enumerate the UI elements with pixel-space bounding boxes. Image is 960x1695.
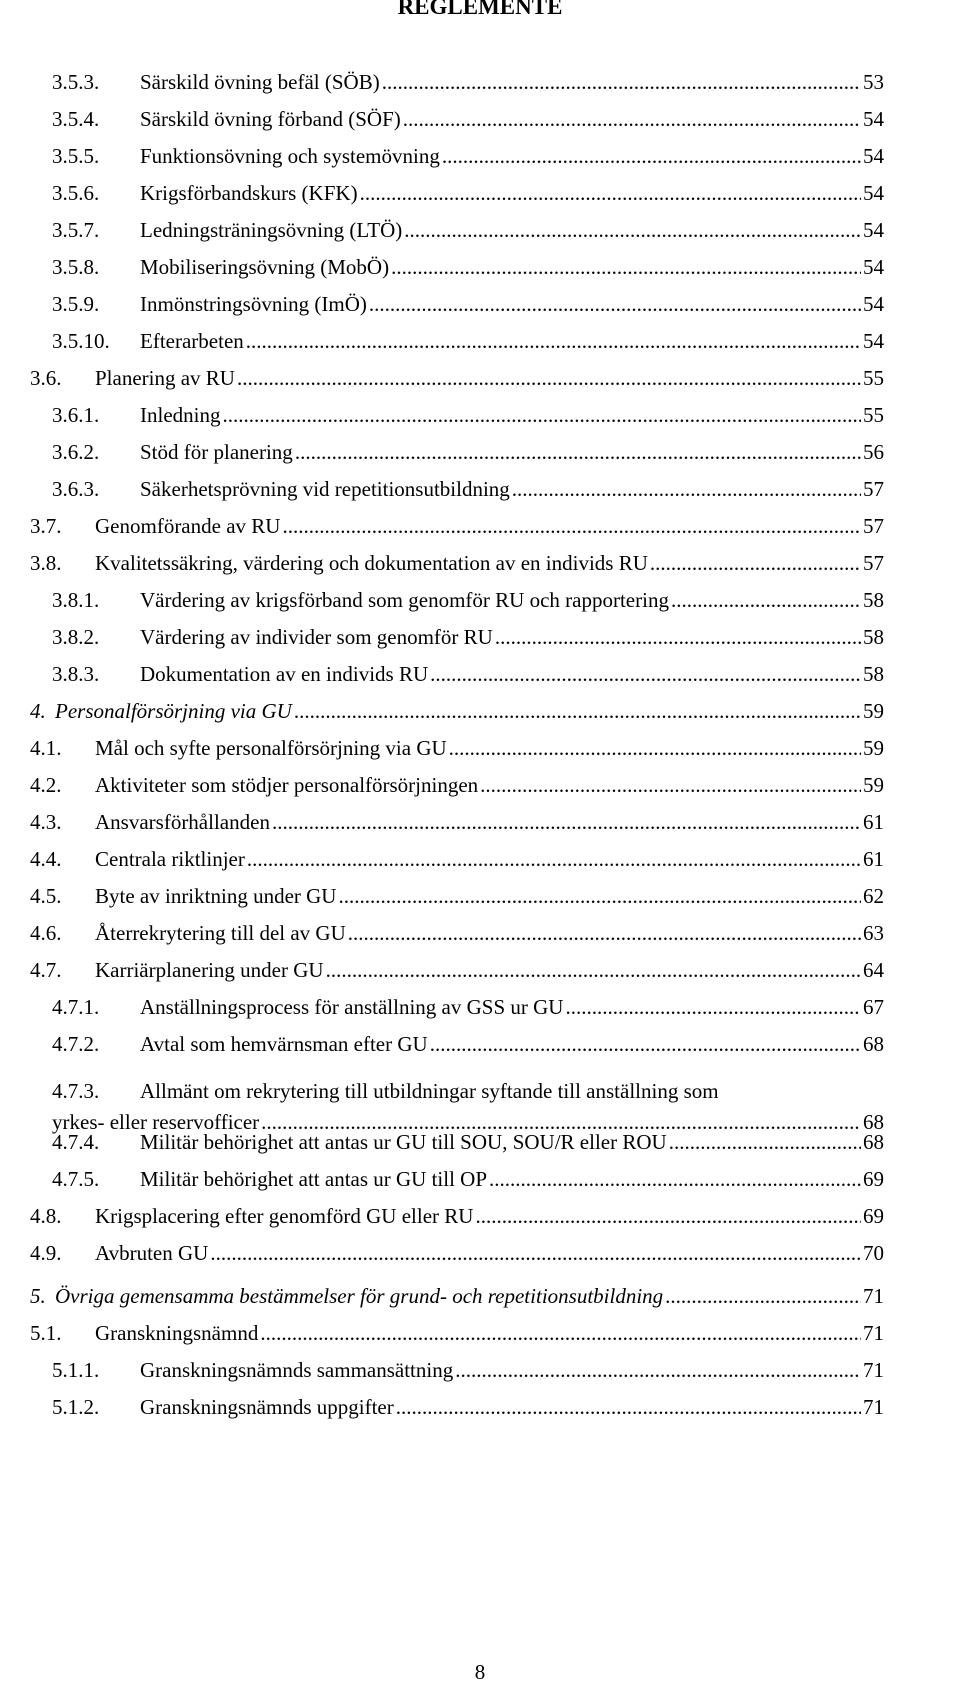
toc-title: Avtal som hemvärnsman efter GU xyxy=(140,1032,428,1056)
dot-leader xyxy=(404,212,861,249)
toc-number: 3.5.8. xyxy=(52,255,100,279)
dot-leader xyxy=(455,1352,861,1389)
toc-number: 3.7. xyxy=(30,514,62,538)
dot-leader xyxy=(671,582,861,619)
dot-leader xyxy=(665,1278,861,1315)
toc-title: Byte av inriktning under GU xyxy=(95,884,337,908)
toc-title: Säkerhetsprövning vid repetitionsutbildning xyxy=(140,477,510,501)
toc-title: Kvalitetssäkring, värdering och dokumentation av en individs RU xyxy=(95,551,648,575)
toc-page-number: 64 xyxy=(863,958,884,982)
toc-title: Militär behörighet att antas ur GU till SOU, SOU/R eller ROU xyxy=(140,1130,667,1154)
toc-number: 4.3. xyxy=(30,810,62,834)
dot-leader xyxy=(348,915,861,952)
toc-title: Avbruten GU xyxy=(95,1241,209,1265)
toc-page-number: 69 xyxy=(863,1167,884,1191)
toc-number: 4.7.2. xyxy=(52,1032,100,1056)
toc-page-number: 54 xyxy=(863,218,884,242)
toc-number: 3.8.3. xyxy=(52,662,100,686)
toc-title: Mål och syfte personalförsörjning via GU xyxy=(95,736,447,760)
dot-leader xyxy=(360,175,861,212)
dot-leader xyxy=(294,693,861,730)
toc-title: Mobiliseringsövning (MobÖ) xyxy=(140,255,390,279)
toc-page-number: 57 xyxy=(863,551,884,575)
toc-page-number: 71 xyxy=(863,1284,884,1308)
toc-page-number: 62 xyxy=(863,884,884,908)
toc-number: 4.2. xyxy=(30,773,62,797)
toc-title: Allmänt om rekrytering till utbildningar syftande till anställning som xyxy=(140,1079,719,1103)
toc-page-number: 68 xyxy=(863,1032,884,1056)
page-number: 8 xyxy=(474,1660,486,1684)
toc-number: 3.5.9. xyxy=(52,292,100,316)
toc-title: Stöd för planering xyxy=(140,440,293,464)
toc-title: Särskild övning befäl (SÖB) xyxy=(140,70,380,94)
dot-leader xyxy=(475,1198,861,1235)
toc-number: 3.6.3. xyxy=(52,477,100,501)
toc-number: 5.1.1. xyxy=(52,1358,100,1382)
dot-leader xyxy=(237,360,861,397)
toc-number: 4.1. xyxy=(30,736,62,760)
toc-title: Inledning xyxy=(140,403,221,427)
dot-leader xyxy=(489,1161,861,1198)
dot-leader xyxy=(260,1315,861,1352)
dot-leader xyxy=(480,767,861,804)
dot-leader xyxy=(282,508,861,545)
toc-number: 4.5. xyxy=(30,884,62,908)
toc-page-number: 70 xyxy=(863,1241,884,1265)
toc-page-number: 56 xyxy=(863,440,884,464)
toc-page-number: 54 xyxy=(863,292,884,316)
toc-title: Dokumentation av en individs RU xyxy=(140,662,429,686)
dot-leader xyxy=(222,397,861,434)
toc-page-number: 57 xyxy=(863,477,884,501)
toc-number: 3.8.2. xyxy=(52,625,100,649)
toc-number: 3.6.1. xyxy=(52,403,100,427)
dot-leader xyxy=(247,841,861,878)
toc-title: Planering av RU xyxy=(95,366,235,390)
dot-leader xyxy=(295,434,861,471)
toc-title: Ledningsträningsövning (LTÖ) xyxy=(140,218,403,242)
toc-page-number: 58 xyxy=(863,662,884,686)
dot-leader xyxy=(391,249,861,286)
toc-title-continued: yrkes- eller reservofficer xyxy=(52,1110,260,1134)
dot-leader xyxy=(650,545,861,582)
document-header: REGLEMENTE xyxy=(397,0,563,19)
toc-title: Inmönstringsövning (ImÖ) xyxy=(140,292,367,316)
toc-number: 4.8. xyxy=(30,1204,62,1228)
toc-number: 4.4. xyxy=(30,847,62,871)
toc-number: 5.1. xyxy=(30,1321,62,1345)
toc-page-number: 61 xyxy=(863,810,884,834)
toc-number: 4.7. xyxy=(30,958,62,982)
toc-title: Värdering av krigsförband som genomför RU och rapportering xyxy=(140,588,669,612)
toc-page-number: 59 xyxy=(863,699,884,723)
dot-leader xyxy=(430,656,861,693)
toc-title: Krigsförbandskurs (KFK) xyxy=(140,181,358,205)
toc-page-number: 69 xyxy=(863,1204,884,1228)
toc-number: 3.5.4. xyxy=(52,107,100,131)
toc-page-number: 55 xyxy=(863,366,884,390)
toc-title: Återrekrytering till del av GU xyxy=(95,921,346,945)
toc-number: 5.1.2. xyxy=(52,1395,100,1419)
toc-title: Granskningsnämnd xyxy=(95,1321,259,1345)
dot-leader xyxy=(369,286,861,323)
toc-page-number: 53 xyxy=(863,70,884,94)
toc-title: Efterarbeten xyxy=(140,329,244,353)
toc-title: Genomförande av RU xyxy=(95,514,281,538)
toc-number: 4.9. xyxy=(30,1241,62,1265)
toc-title: Granskningsnämnds uppgifter xyxy=(140,1395,394,1419)
toc-number: 3.5.6. xyxy=(52,181,100,205)
dot-leader xyxy=(495,619,861,656)
toc-page-number: 54 xyxy=(863,144,884,168)
toc-page-number: 54 xyxy=(863,107,884,131)
toc-page-number: 54 xyxy=(863,181,884,205)
toc-number: 4.7.1. xyxy=(52,995,100,1019)
toc-number: 4.7.3. xyxy=(52,1079,100,1103)
toc-page-number: 68 xyxy=(863,1110,884,1134)
toc-page-number: 58 xyxy=(863,625,884,649)
toc-number: 3.6.2. xyxy=(52,440,100,464)
toc-page-number: 68 xyxy=(863,1130,884,1154)
toc-page-number: 67 xyxy=(863,995,884,1019)
toc-number: 3.6. xyxy=(30,366,62,390)
toc-title: Karriärplanering under GU xyxy=(95,958,324,982)
toc-title: Särskild övning förband (SÖF) xyxy=(140,107,401,131)
toc-title: Värdering av individer som genomför RU xyxy=(140,625,493,649)
toc-page-number: 71 xyxy=(863,1321,884,1345)
toc-page-number: 54 xyxy=(863,329,884,353)
toc-number: 3.5.7. xyxy=(52,218,100,242)
dot-leader xyxy=(669,1124,861,1161)
toc-page-number: 54 xyxy=(863,255,884,279)
toc-number: 4. xyxy=(30,699,46,723)
toc-title: Centrala riktlinjer xyxy=(95,847,245,871)
dot-leader xyxy=(442,138,861,175)
dot-leader xyxy=(396,1389,861,1426)
toc-page-number: 71 xyxy=(863,1358,884,1382)
toc-number: 3.5.3. xyxy=(52,70,100,94)
dot-leader xyxy=(210,1235,861,1272)
dot-leader xyxy=(272,804,861,841)
toc-page-number: 59 xyxy=(863,736,884,760)
toc-number: 5. xyxy=(30,1284,46,1308)
dot-leader xyxy=(338,878,861,915)
dot-leader xyxy=(430,1026,861,1063)
toc-number: 3.8. xyxy=(30,551,62,575)
toc-number: 4.6. xyxy=(30,921,62,945)
toc-number: 3.8.1. xyxy=(52,588,100,612)
toc-number: 3.5.10. xyxy=(52,329,110,353)
toc-title: Militär behörighet att antas ur GU till OP xyxy=(140,1167,488,1191)
toc-page-number: 57 xyxy=(863,514,884,538)
toc-title: Ansvarsförhållanden xyxy=(95,810,270,834)
toc-page-number: 61 xyxy=(863,847,884,871)
toc-title: Funktionsövning och systemövning xyxy=(140,144,440,168)
toc-page-number: 63 xyxy=(863,921,884,945)
toc-title: Granskningsnämnds sammansättning xyxy=(140,1358,454,1382)
dot-leader xyxy=(449,730,861,767)
toc-title: Anställningsprocess för anställning av GSS ur GU xyxy=(140,995,564,1019)
toc-number: 4.7.4. xyxy=(52,1130,100,1154)
toc-title: Krigsplacering efter genomförd GU eller RU xyxy=(95,1204,474,1228)
toc-page-number: 55 xyxy=(863,403,884,427)
toc-title: Personalförsörjning via GU xyxy=(55,699,292,723)
dot-leader xyxy=(382,64,861,101)
toc-page-number: 71 xyxy=(863,1395,884,1419)
dot-leader xyxy=(565,989,861,1026)
toc-page-number: 59 xyxy=(863,773,884,797)
dot-leader xyxy=(403,101,861,138)
toc-page-number: 58 xyxy=(863,588,884,612)
dot-leader xyxy=(326,952,861,989)
dot-leader xyxy=(246,323,861,360)
toc-number: 4.7.5. xyxy=(52,1167,100,1191)
toc-title: Aktiviteter som stödjer personalförsörjningen xyxy=(95,773,479,797)
dot-leader xyxy=(512,471,861,508)
toc-number: 3.5.5. xyxy=(52,144,100,168)
toc-title: Övriga gemensamma bestämmelser för grund- och repetitionsutbildning xyxy=(55,1284,664,1308)
